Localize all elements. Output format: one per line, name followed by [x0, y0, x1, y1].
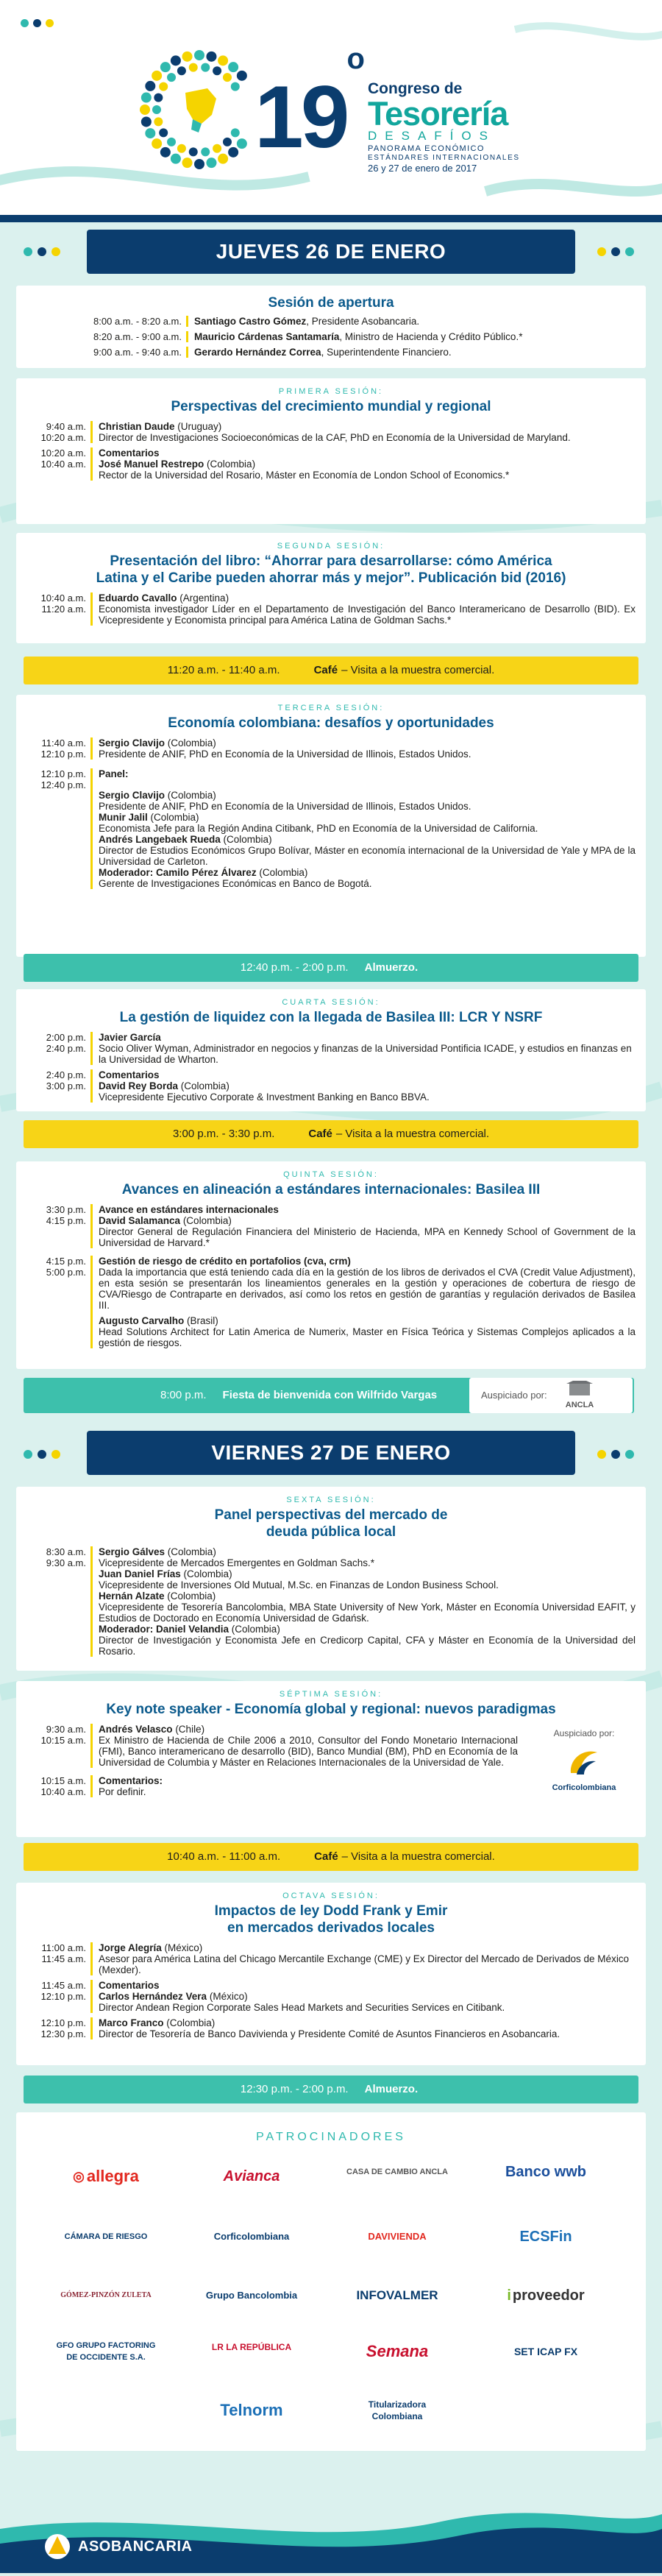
panelist-country: (Colombia): [220, 834, 272, 846]
session-7-content: [26, 1724, 636, 1802]
speaker-bio: Socio Oliver Wyman, Administrador en negocios y finanzas de la Universidad Pontificia ICADE, y estudios en finanzas en la Universidad de Wharton.: [99, 1043, 632, 1066]
speaker-role: , Presidente Asobancaria.: [306, 316, 420, 327]
header-dots: [21, 19, 54, 27]
speaker-bio: Rector de la Universidad del Rosario, Máster en Economía de London School of Economics.*: [99, 470, 510, 481]
session-5: [16, 1161, 646, 1369]
panelist-bio: Presidente de ANIF, PhD en Economía de la Universidad de Illinois, Estados Unidos.: [99, 801, 471, 813]
session-2: [16, 533, 646, 643]
panelist-bio: Vicepresidente de Mercados Emergentes en Goldman Sachs.*: [99, 1557, 374, 1569]
sponsor-logo-davivienda: DAVIVIENDA: [368, 2231, 427, 2242]
speaker-country: (Colombia): [178, 1080, 229, 1092]
speaker-bio: Economista investigador Líder en el Departamento de Investigación del Banco Interamericano de Desarrollo (BID). Ex Vicepresidente y Economista principal para América Latina de Goldman Sachs.*: [99, 604, 636, 626]
break-time: 11:20 a.m. - 11:40 a.m.: [167, 663, 280, 676]
sponsors-heading: PATROCINADORES: [256, 2131, 406, 2143]
session-time: 12:10 p.m. 12:30 p.m.: [26, 2017, 93, 2039]
session-title: Impactos de ley Dodd Frank y Emir en mercados derivados locales: [214, 1903, 448, 1936]
speaker-name: Santiago Castro Gómez: [194, 316, 307, 327]
panelist-country: (Colombia): [164, 1590, 216, 1602]
speaker-country: (Colombia): [180, 1215, 232, 1227]
session-kicker: PRIMERA SESIÓN:: [278, 387, 384, 396]
panelist-bio: Vicepresidente de Inversiones Old Mutual, M.Sc. en Finanzas de London Business School.: [99, 1579, 499, 1591]
event-label: Fiesta de bienvenida con Wilfrido Vargas: [222, 1388, 438, 1401]
sponsor-logo-gfo: GFO GRUPO FACTORING DE OCCIDENTE S.A.: [56, 2341, 156, 2362]
speaker-country: (Colombia): [204, 459, 256, 470]
session-title: La gestión de liquidez con la llegada de Basilea III: LCR Y NSRF: [119, 1010, 543, 1026]
panelist-country: (Colombia): [180, 1568, 232, 1580]
asobancaria-icon: [44, 2532, 71, 2561]
speaker-name: Augusto Carvalho: [99, 1315, 185, 1327]
panelist-bio: Vicepresidente de Tesorería Bancolombia, MBA State University of New York, Máster en Economía Universidad EAFIT, y Estudios de Doctorado en Economía Universidad de Gdańsk.: [99, 1602, 636, 1624]
moderator-bio: Gerente de Investigaciones Económicas en Banco de Bogotá.: [99, 878, 372, 890]
session-3: [16, 695, 646, 957]
svg-text:ANCLA: ANCLA: [565, 1401, 594, 1409]
speaker-country: (Brasil): [184, 1315, 218, 1327]
session-time: 10:15 a.m. 10:40 a.m.: [26, 1775, 93, 1797]
opening-item: [26, 347, 636, 358]
session-row: [26, 1942, 636, 1975]
sponsor-logo-gomez-pinzon: GÓMEZ-PINZÓN ZULETA: [60, 2291, 152, 2299]
day1-banner: JUEVES 26 DE ENERO: [87, 230, 575, 274]
session-time: 2:40 p.m. 3:00 p.m.: [26, 1069, 93, 1103]
speaker-country: (México): [161, 1942, 203, 1954]
session-kicker: SÉPTIMA SESIÓN:: [279, 1690, 383, 1699]
comments-heading: Comentarios: [99, 447, 160, 459]
topic-description: Dada la importancia que está teniendo cada día en la gestión de los libros de derivados el CVA (Credit Value Adjustment), en esta sesión se presentarán los lineamientos generales en la gestión y operaciones de cobertura de riesgo de CVA/Riesgo de Contraparte en derivados, así como los retos en gestión de garantías y regulación derivados de Basilea III.: [99, 1267, 636, 1312]
day1-dots-right: [597, 247, 634, 256]
session-time: 3:30 p.m. 4:15 p.m.: [26, 1204, 93, 1248]
session-kicker: SEXTA SESIÓN:: [286, 1496, 376, 1504]
congress-title: [368, 79, 537, 174]
speaker-name: Christian Daude: [99, 421, 175, 433]
edition-number: 19$^o$: [255, 43, 362, 166]
title-line-3: DESAFÍOS: [368, 128, 496, 143]
opening-time: 8:20 a.m. - 9:00 a.m.: [26, 331, 188, 342]
session-row: [26, 1032, 636, 1065]
speaker-bio: Asesor para América Latina del Chicago Mercantile Exchange (CME) y Ex Director del Mercado de Derivados de México (Mexder).: [99, 1953, 630, 1976]
panelist-name: Munir Jalil: [99, 812, 148, 824]
break-detail: – Visita a la muestra comercial.: [335, 1127, 490, 1140]
speaker-bio: Ex Ministro de Hacienda de Chile 2006 a 2010, Consultor del Fondo Monetario Internacional (FMI), Banco interamericano de desarrollo (BID), Banco Mundial (BM), PhD en Economía de la Universidad de Columbia y Máster en Relaciones Internacionales de la Universidad de Yale.: [99, 1735, 518, 1769]
coffee-break-3: [24, 1843, 638, 1871]
opening-session: [16, 286, 646, 368]
panelist-name: Sergio Clavijo: [99, 790, 166, 802]
session-time: 11:00 a.m. 11:45 a.m.: [26, 1942, 93, 1975]
congress-logo-ring: [137, 47, 262, 172]
session-time: 10:20 a.m. 10:40 a.m.: [26, 447, 93, 481]
topic-heading: Avance en estándares internacionales: [99, 1204, 279, 1216]
speaker-bio: Director Andean Region Corporate Sales Head Markets and Securities Services en Citibank.: [99, 2002, 505, 2014]
welcome-sponsor: [469, 1378, 633, 1413]
opening-item: [26, 331, 636, 342]
session-title: Perspectivas del crecimiento mundial y regional: [171, 399, 491, 415]
speaker-name: Jorge Alegría: [99, 1942, 162, 1954]
speaker-bio: Director General de Regulación Financiera del Ministerio de Hacienda, MPA en Kennedy School of Government de la Universidad de Harvard.*: [99, 1226, 636, 1249]
session-1: [16, 378, 646, 524]
sponsor-logo-titularizadora: Titularizadora Colombiana: [368, 2399, 427, 2421]
break-time: 10:40 a.m. - 11:00 a.m.: [167, 1850, 281, 1863]
panelist-name: Sergio Gálves: [99, 1546, 166, 1558]
session-time: 11:40 a.m. 12:10 p.m.: [26, 737, 93, 760]
session-row: [26, 592, 636, 626]
footer: [0, 2499, 662, 2573]
sponsor-label: Auspiciado por:: [553, 1728, 615, 1739]
break-label: Café: [308, 1127, 332, 1140]
panelist-name: Andrés Langebaek Rueda: [99, 834, 221, 846]
sponsors-section: [16, 2112, 646, 2451]
sponsor-logo-la-republica: LR LA REPÚBLICA: [211, 2342, 292, 2352]
lunch-1: [24, 954, 638, 982]
speaker-name: Javier García: [99, 1032, 161, 1044]
session-kicker: OCTAVA SESIÓN:: [282, 1892, 380, 1900]
moderator-country: (Colombia): [256, 867, 308, 879]
session-row: [26, 1724, 533, 1768]
session-title: Key note speaker - Economía global y regional: nuevos paradigmas: [106, 1702, 556, 1718]
speaker-bio: Head Solutions Architect for Latin America de Numerix, Master en Física Teórica y Sistemas Complejos aplicados a la gestión de riesgos.: [99, 1326, 636, 1349]
session-row: [26, 1069, 636, 1103]
session-row: [26, 1204, 636, 1248]
session-6: [16, 1487, 646, 1671]
coffee-break-1: [24, 657, 638, 684]
session-row: [26, 447, 636, 481]
speaker-name: Marco Franco: [99, 2017, 164, 2029]
speaker-name: Carlos Hernández Vera: [99, 1991, 207, 2003]
sponsor-logo-ecsfin: ECSFin: [519, 2229, 572, 2245]
speaker-name: Mauricio Cárdenas Santamaría: [194, 331, 340, 342]
header: [0, 0, 662, 215]
ancla-logo: [559, 1381, 600, 1410]
panel-heading: Panel:: [99, 768, 129, 780]
panelist-bio: Economista Jefe para la Región Andina Citibank, PhD en Economía de la Universidad de California.: [99, 823, 538, 835]
speaker-name: Gerardo Hernández Correa: [194, 347, 321, 358]
sponsor-label: Auspiciado por:: [481, 1390, 547, 1401]
corficolombiana-icon: [562, 1744, 606, 1780]
speaker-country: (Colombia): [165, 737, 216, 749]
break-detail: – Visita a la muestra comercial.: [341, 1850, 495, 1863]
panelist-country: (Colombia): [147, 812, 199, 824]
speaker-bio: Presidente de ANIF, PhD en Economía de la Universidad de Illinois, Estados Unidos.: [99, 749, 471, 760]
speaker-country: (Uruguay): [174, 421, 222, 433]
speaker-role: , Superintendente Financiero.: [321, 347, 452, 358]
panelist-country: (Colombia): [165, 1546, 216, 1558]
session-time: 8:30 a.m. 9:30 a.m.: [26, 1546, 93, 1657]
break-detail: – Visita a la muestra comercial.: [341, 663, 495, 676]
session-time: 2:00 p.m. 2:40 p.m.: [26, 1032, 93, 1065]
sponsor-logo-allegra: ◎ allegra: [73, 2167, 139, 2185]
session-8: [16, 1883, 646, 2065]
speaker-country: (Argentina): [177, 592, 229, 604]
speaker-country: (México): [207, 1991, 248, 2003]
sponsor-logo-wwb: Banco wwb: [505, 2164, 586, 2180]
session-kicker: SEGUNDA SESIÓN:: [277, 542, 385, 551]
congress-dates: 26 y 27 de enero de 2017: [368, 163, 477, 174]
session-row: [26, 1256, 636, 1348]
opening-title: Sesión de apertura: [268, 295, 394, 311]
break-label: Almuerzo.: [364, 2082, 419, 2095]
panelist-country: (Colombia): [165, 790, 216, 802]
panelist-bio: Director de Estudios Económicos Grupo Bolívar, Máster en economía internacional de la Universidad de Yale y MPA de la Universidad de Carleton.: [99, 845, 636, 868]
speaker-role: , Ministro de Hacienda y Crédito Público.*: [339, 331, 523, 342]
comments-heading: Comentarios:: [99, 1775, 163, 1787]
session-7: [16, 1681, 646, 1837]
title-line-4: PANORAMA ECONÓMICO: [368, 144, 485, 153]
break-label: Café: [314, 1850, 338, 1863]
moderator-country: (Colombia): [229, 1624, 280, 1635]
session-time: 12:10 p.m. 12:40 p.m.: [26, 768, 93, 889]
sponsor-logo-camara-riesgo: CÁMARA DE RIESGO: [64, 2232, 148, 2241]
session-kicker: QUINTA SESIÓN:: [283, 1170, 379, 1179]
sponsor-logo-infovalmer: INFOVALMER: [356, 2288, 438, 2302]
day2-dots-left: [24, 1450, 60, 1459]
speaker-country: (Colombia): [163, 2017, 216, 2029]
title-line-5: ESTÁNDARES INTERNACIONALES: [368, 154, 520, 163]
sponsor-name: Corficolombiana: [552, 1783, 616, 1793]
session-time: 4:15 p.m. 5:00 p.m.: [26, 1256, 93, 1348]
comments-text: Por definir.: [99, 1786, 146, 1798]
comments-heading: Comentarios: [99, 1980, 160, 1992]
session-title: Panel perspectivas del mercado de deuda pública local: [214, 1507, 448, 1540]
session-time: 9:30 a.m. 10:15 a.m.: [26, 1724, 93, 1768]
topic-heading: Gestión de riesgo de crédito en portafolios (cva, crm): [99, 1256, 351, 1267]
break-time: 12:30 p.m. - 2:00 p.m.: [240, 2082, 349, 2095]
break-time: 3:00 p.m. - 3:30 p.m.: [172, 1127, 275, 1140]
session-time: 10:40 a.m. 11:20 a.m.: [26, 592, 93, 626]
moderator-name: Moderador: Daniel Velandia: [99, 1624, 229, 1635]
session-row: [26, 421, 636, 443]
moderator-name: Moderador: Camilo Pérez Álvarez: [99, 867, 257, 879]
sponsor-logo-ancla: CASA DE CAMBIO ANCLA: [346, 2168, 448, 2176]
speaker-name: Andrés Velasco: [99, 1724, 173, 1735]
sponsor-logo-iproveedor: i proveedor: [507, 2287, 585, 2304]
session-row: [26, 2017, 636, 2039]
session-time: 11:45 a.m. 12:10 p.m.: [26, 1980, 93, 2013]
session-time: 9:40 a.m. 10:20 a.m.: [26, 421, 93, 443]
event-time: 8:00 p.m.: [160, 1388, 207, 1401]
opening-time: 8:00 a.m. - 8:20 a.m.: [26, 316, 188, 327]
day1-dots-left: [24, 247, 60, 256]
sponsor-logo-telnorm: Telnorm: [220, 2401, 283, 2419]
title-line-2: Tesorería: [368, 94, 508, 132]
speaker-bio: Director de Investigaciones Socioeconómicas de la CAF, PhD en Economía de la Universidad de Maryland.: [99, 432, 571, 444]
panelist-name: Hernán Alzate: [99, 1590, 165, 1602]
session-row: [26, 1546, 636, 1657]
speaker-country: (Chile): [172, 1724, 205, 1735]
opening-time: 9:00 a.m. - 9:40 a.m.: [26, 347, 188, 358]
day2-banner: VIERNES 27 DE ENERO: [87, 1431, 575, 1475]
break-time: 12:40 p.m. - 2:00 p.m.: [240, 960, 349, 974]
session-row: [26, 737, 636, 760]
sponsor-logo-semana: Semana: [366, 2342, 429, 2360]
session-title: Presentación del libro: “Ahorrar para desarrollarse: cómo América Latina y el Caribe pueden ahorrar más y mejor”. Publicación bid (2016): [96, 553, 566, 587]
session-title: Avances en alineación a estándares internacionales: Basilea III: [121, 1182, 541, 1198]
session-row: [26, 1980, 636, 2013]
speaker-name: Sergio Clavijo: [99, 737, 166, 749]
session-row: [26, 768, 636, 889]
opening-item: [26, 316, 636, 327]
sponsor-logo-set-icap: SET ICAP FX: [513, 2346, 578, 2357]
sponsor-logo-avianca: Avianca: [223, 2168, 280, 2184]
lunch-2: [24, 2076, 638, 2103]
footer-brand: [44, 2532, 193, 2561]
moderator-bio: Director de Investigación y Economista Jefe en Credicorp Capital, CFA y Máster en Economía de la Universidad del Rosario.: [99, 1635, 636, 1657]
footer-org-name: ASOBANCARIA: [78, 2538, 193, 2555]
title-line-1: Congreso de: [368, 80, 463, 97]
break-label: Almuerzo.: [364, 960, 419, 974]
speaker-name: José Manuel Restrepo: [99, 459, 204, 470]
session-kicker: TERCERA SESIÓN:: [277, 704, 385, 712]
session-kicker: CUARTA SESIÓN:: [282, 998, 380, 1007]
speaker-name: David Salamanca: [99, 1215, 181, 1227]
speaker-name: David Rey Borda: [99, 1080, 179, 1092]
speaker-bio: Director de Tesorería de Banco Davivienda y Presidente Comité de Asuntos Financieros en Asobancaria.: [99, 2028, 560, 2040]
session-7-sponsor: [533, 1724, 636, 1802]
day2-dots-right: [597, 1450, 634, 1459]
panelist-name: Juan Daniel Frías: [99, 1568, 181, 1580]
speaker-name: Eduardo Cavallo: [99, 592, 177, 604]
speaker-bio: Vicepresidente Ejecutivo Corporate & Investment Banking en Banco BBVA.: [99, 1091, 430, 1103]
sponsor-logo-corficolombiana: Corficolombiana: [213, 2231, 290, 2242]
sponsor-logo-bancolombia: Grupo Bancolombia: [205, 2290, 298, 2301]
comments-heading: Comentarios: [99, 1069, 160, 1081]
session-4: [16, 989, 646, 1111]
session-title: Economía colombiana: desafíos y oportunidades: [168, 715, 494, 732]
session-7-rows: [26, 1724, 533, 1802]
coffee-break-2: [24, 1120, 638, 1148]
header-divider: [0, 215, 662, 222]
session-row: [26, 1775, 533, 1797]
break-label: Café: [313, 663, 338, 676]
